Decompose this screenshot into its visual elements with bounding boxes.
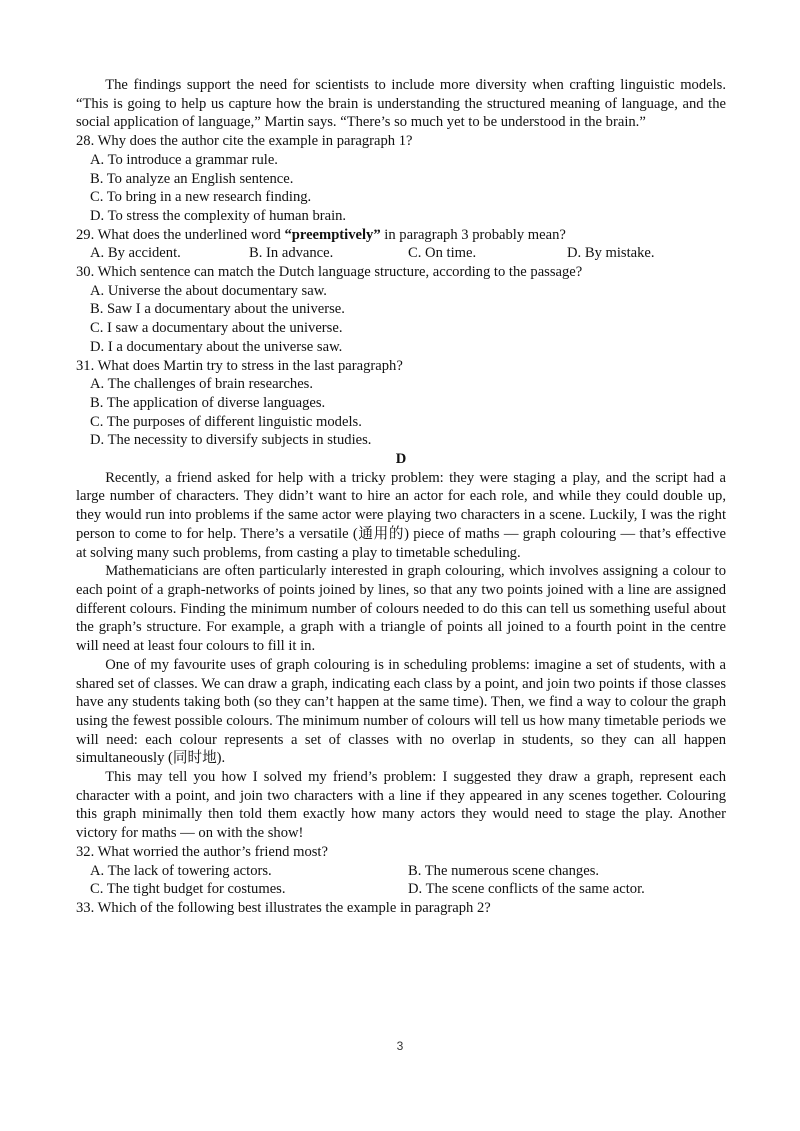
option-b: B. In advance. bbox=[249, 245, 334, 262]
question-32 bbox=[76, 843, 726, 899]
option-c: C. I saw a documentary about the universe. bbox=[90, 320, 343, 337]
option-d: D. The necessity to diversify subjects in studies. bbox=[90, 432, 372, 449]
options-row bbox=[90, 244, 726, 263]
page-content bbox=[76, 76, 726, 918]
passage-d-paragraph-4: This may tell you how I solved my friend’s problem: I suggested they draw a graph, represent each character with a point, and join two characters with a line if they appeared in any scenes together. Colouring this graph minimally then told them exactly how many actors they would need to stage the play. Another victory for maths — on with the show! bbox=[76, 769, 726, 842]
option-b: B. Saw I a documentary about the universe. bbox=[90, 301, 345, 318]
passage-d-paragraph-2: Mathematicians are often particularly interested in graph colouring, which involves assigning a colour to each point of a graph-networks of points joined by lines, so that any two points joined with a line are assigned different colours. Finding the minimum number of colours needed to do this can tell us something useful about the graph’s structure. For example, a graph with a triangle of points all joined to a fourth point in the centre will need at least four colours to fill it in. bbox=[76, 563, 726, 655]
question-stem: 32. What worried the author’s friend most? bbox=[76, 843, 328, 860]
question-33 bbox=[76, 899, 726, 918]
option-c: C. To bring in a new research finding. bbox=[90, 189, 312, 206]
question-stem: 28. Why does the author cite the example in paragraph 1? bbox=[76, 133, 413, 150]
question-30 bbox=[76, 263, 726, 357]
question-28 bbox=[76, 132, 726, 226]
options-row bbox=[90, 862, 726, 881]
option-c: C. The tight budget for costumes. bbox=[90, 881, 286, 898]
option-a: A. The lack of towering actors. bbox=[90, 862, 272, 879]
option-d: D. I a documentary about the universe saw. bbox=[90, 338, 343, 355]
question-29 bbox=[76, 226, 726, 263]
page-number: 3 bbox=[396, 1039, 404, 1053]
options-row bbox=[90, 880, 726, 899]
option-a: A. By accident. bbox=[90, 245, 181, 262]
option-a: A. The challenges of brain researches. bbox=[90, 376, 313, 393]
section-d-heading: D bbox=[395, 451, 407, 468]
option-c: C. The purposes of different linguistic models. bbox=[90, 413, 362, 430]
option-c: C. On time. bbox=[408, 245, 477, 262]
option-d: D. The scene conflicts of the same actor. bbox=[408, 881, 645, 898]
option-b: B. The numerous scene changes. bbox=[408, 862, 600, 879]
stem-text-after: in paragraph 3 probably mean? bbox=[380, 226, 566, 243]
question-stem bbox=[76, 226, 726, 245]
option-a: A. To introduce a grammar rule. bbox=[90, 151, 278, 168]
question-stem: 33. Which of the following best illustrates the example in paragraph 2? bbox=[76, 899, 491, 916]
question-31 bbox=[76, 357, 726, 451]
option-d: D. By mistake. bbox=[567, 245, 655, 262]
option-b: B. To analyze an English sentence. bbox=[90, 170, 294, 187]
question-stem: 31. What does Martin try to stress in the last paragraph? bbox=[76, 357, 403, 374]
passage-d-paragraph-1: Recently, a friend asked for help with a tricky problem: they were staging a play, and the script had a large number of characters. They didn’t want to hire an actor for each role, and while they could double up, they would run into problems if the same actor were playing two characters in a scene. Luckily, I was the right person to come to for help. There’s a versatile (通用的) piece of maths — graph colouring — that’s effective at solving many such problems, from casting a play to timetable scheduling. bbox=[76, 469, 726, 561]
passage-d-paragraph-3: One of my favourite uses of graph colouring is in scheduling problems: imagine a set of students, with a shared set of classes. We can draw a graph, indicating each class by a point, and join two points if those classes have any students taking both (so they can’t happen at the same time). Then, we find a way to colour the graph using the fewest possible colours. The minimum number of colours will tell us how many timetable periods we will need: each colour represents a set of classes with no overlap in students, so they can all happen simultaneously (同时地). bbox=[76, 656, 726, 767]
keyword-preemptively: “preemptively” bbox=[284, 226, 381, 243]
question-stem: 30. Which sentence can match the Dutch language structure, according to the passage? bbox=[76, 264, 583, 281]
passage-c-paragraph: The findings support the need for scientists to include more diversity when crafting linguistic models. “This is going to help us capture how the brain is understanding the structured meaning of language, and the social application of language,” Martin says. “There’s so much yet to be understood in the brain.” bbox=[76, 77, 726, 131]
option-a: A. Universe the about documentary saw. bbox=[90, 282, 327, 299]
option-b: B. The application of diverse languages. bbox=[90, 394, 326, 411]
stem-text-before: 29. What does the underlined word bbox=[76, 226, 285, 243]
option-d: D. To stress the complexity of human brain. bbox=[90, 207, 347, 224]
